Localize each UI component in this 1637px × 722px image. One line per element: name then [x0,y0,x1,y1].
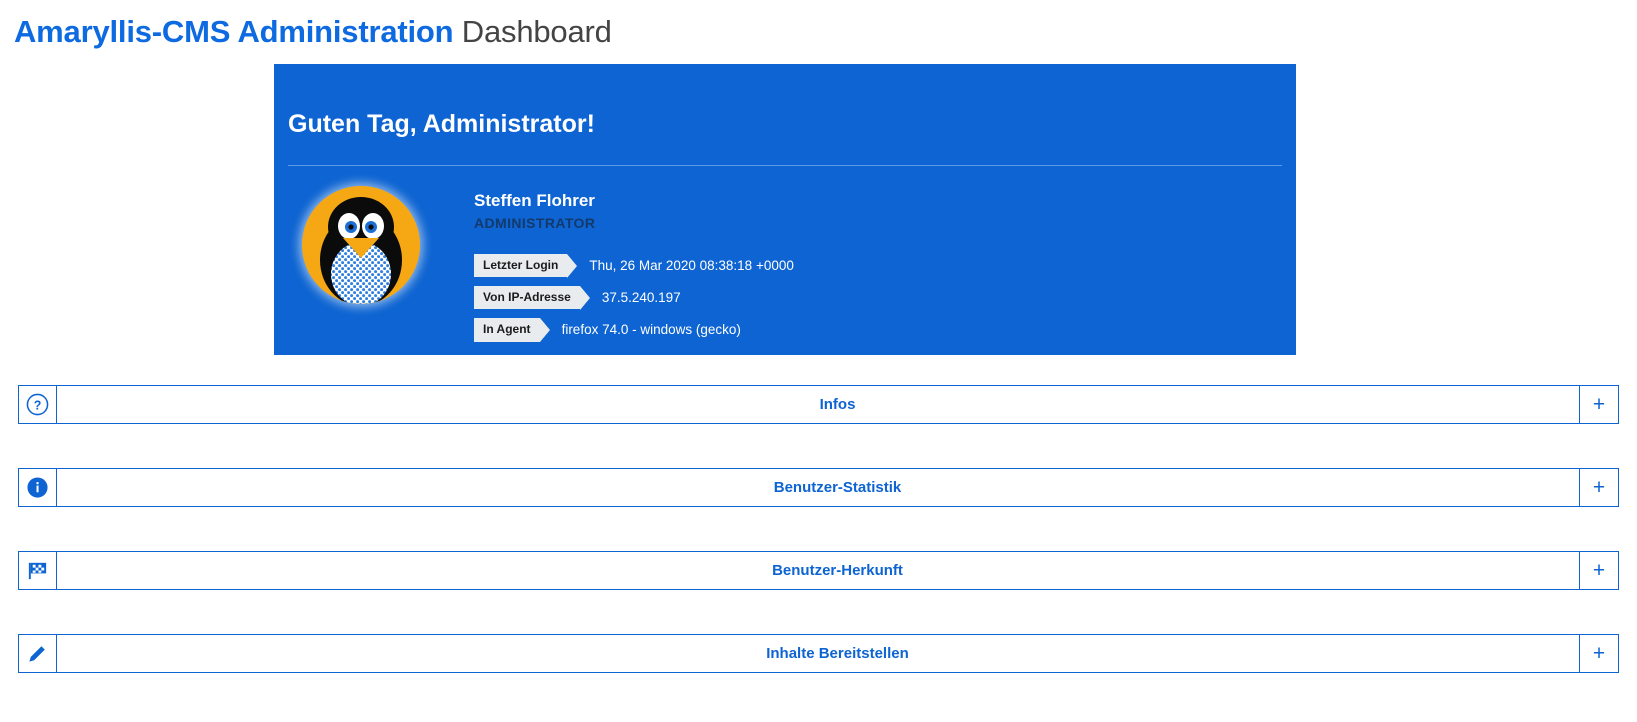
page-title-brand: Amaryllis-CMS Administration [14,14,454,49]
welcome-panel [274,64,1296,355]
accordion-expand-infos[interactable]: + [1579,386,1618,423]
accordion-title-infos: Infos [819,396,856,413]
accordion-header-inhalte-bereitstellen[interactable] [57,634,1619,673]
welcome-greeting: Guten Tag, Administrator! [288,110,595,138]
penguin-avatar-icon [302,186,420,304]
meta-value-ip-address: 37.5.240.197 [601,290,681,306]
user-block [288,166,1282,351]
accordion-title-inhalte-bereitstellen: Inhalte Bereitstellen [766,645,909,662]
meta-label-ip-address: Von IP-Adresse [474,286,580,309]
accordion-item-infos[interactable] [18,385,1619,424]
accordion-header-benutzer-statistik[interactable] [57,468,1619,507]
meta-row-ip-address [474,286,794,309]
accordion-item-benutzer-statistik[interactable] [18,468,1619,507]
accordion-list [18,385,1619,717]
avatar [302,186,420,304]
accordion-item-inhalte-bereitstellen[interactable] [18,634,1619,673]
accordion-expand-inhalte-bereitstellen[interactable]: + [1579,635,1618,672]
accordion-expand-benutzer-herkunft[interactable]: + [1579,552,1618,589]
page-title-section: Dashboard [461,14,612,49]
meta-row-last-login [474,254,794,277]
pencil-icon [18,634,57,673]
avatar-circle [302,186,420,304]
accordion-header-infos[interactable] [57,385,1619,424]
accordion-expand-benutzer-statistik[interactable]: + [1579,469,1618,506]
info-icon [18,468,57,507]
accordion-title-benutzer-statistik: Benutzer-Statistik [773,479,902,496]
meta-row-agent [474,318,794,341]
user-role: ADMINISTRATOR [474,214,596,231]
meta-value-last-login: Thu, 26 Mar 2020 08:38:18 +0000 [589,258,794,274]
user-name: Steffen Flohrer [474,191,595,210]
svg-text:?: ? [33,398,42,413]
meta-label-agent: In Agent [474,318,540,341]
meta-value-agent: firefox 74.0 - windows (gecko) [561,322,741,338]
accordion-header-benutzer-herkunft[interactable] [57,551,1619,590]
question-mark-icon [18,385,57,424]
user-meta-list [474,254,794,342]
accordion-item-benutzer-herkunft[interactable] [18,551,1619,590]
accordion-title-benutzer-herkunft: Benutzer-Herkunft [772,562,903,579]
flag-icon [18,551,57,590]
user-info [474,184,794,351]
page-title [0,0,1637,50]
meta-label-last-login: Letzter Login [474,254,567,277]
